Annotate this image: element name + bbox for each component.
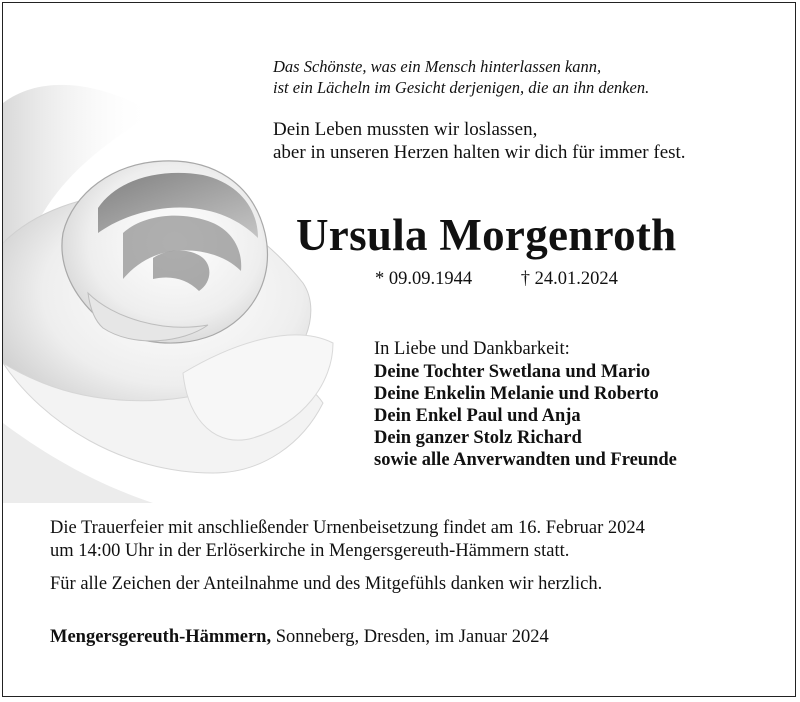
service-line: um 14:00 Uhr in der Erlöserkirche in Mengersgereuth-Hämmern statt.	[50, 541, 570, 561]
service-notice	[50, 517, 645, 563]
birth-date: * 09.09.1944	[375, 269, 473, 289]
mourner-line: Dein ganzer Stolz Richard	[374, 428, 582, 448]
quote-line: Das Schönste, was ein Mensch hinterlassen kann,	[273, 57, 602, 76]
place-rest: Sonneberg, Dresden, im Januar 2024	[271, 627, 549, 647]
mourner-line: Deine Enkelin Melanie und Roberto	[374, 384, 659, 404]
deceased-name: Ursula Morgenroth	[296, 210, 677, 260]
obituary-frame	[2, 2, 796, 697]
service-line: Die Trauerfeier mit anschließender Urnenbeisetzung findet am 16. Februar 2024	[50, 518, 645, 538]
place-date	[50, 627, 549, 648]
mourner-line: Deine Tochter Swetlana und Mario	[374, 362, 651, 382]
mourner-line: Dein Enkel Paul und Anja	[374, 406, 581, 426]
quote-line: ist ein Lächeln im Gesicht derjenigen, die an ihn denken.	[273, 78, 650, 97]
thanks-note: Für alle Zeichen der Anteilnahme und des Mitgefühls danken wir herzlich.	[50, 574, 603, 594]
place-town: Mengersgereuth-Hämmern,	[50, 627, 272, 647]
verse-line: Dein Leben mussten wir loslassen,	[273, 119, 538, 140]
mourners-block	[374, 338, 677, 471]
death-date: † 24.01.2024	[520, 269, 618, 289]
verse-line: aber in unseren Herzen halten wir dich für immer fest.	[273, 142, 686, 163]
verse	[273, 118, 686, 164]
mourners-intro: In Liebe und Dankbarkeit:	[374, 339, 570, 359]
mourner-line: sowie alle Anverwandten und Freunde	[374, 450, 677, 470]
rose-image	[3, 43, 343, 503]
life-dates	[375, 269, 618, 290]
quote	[273, 56, 649, 98]
